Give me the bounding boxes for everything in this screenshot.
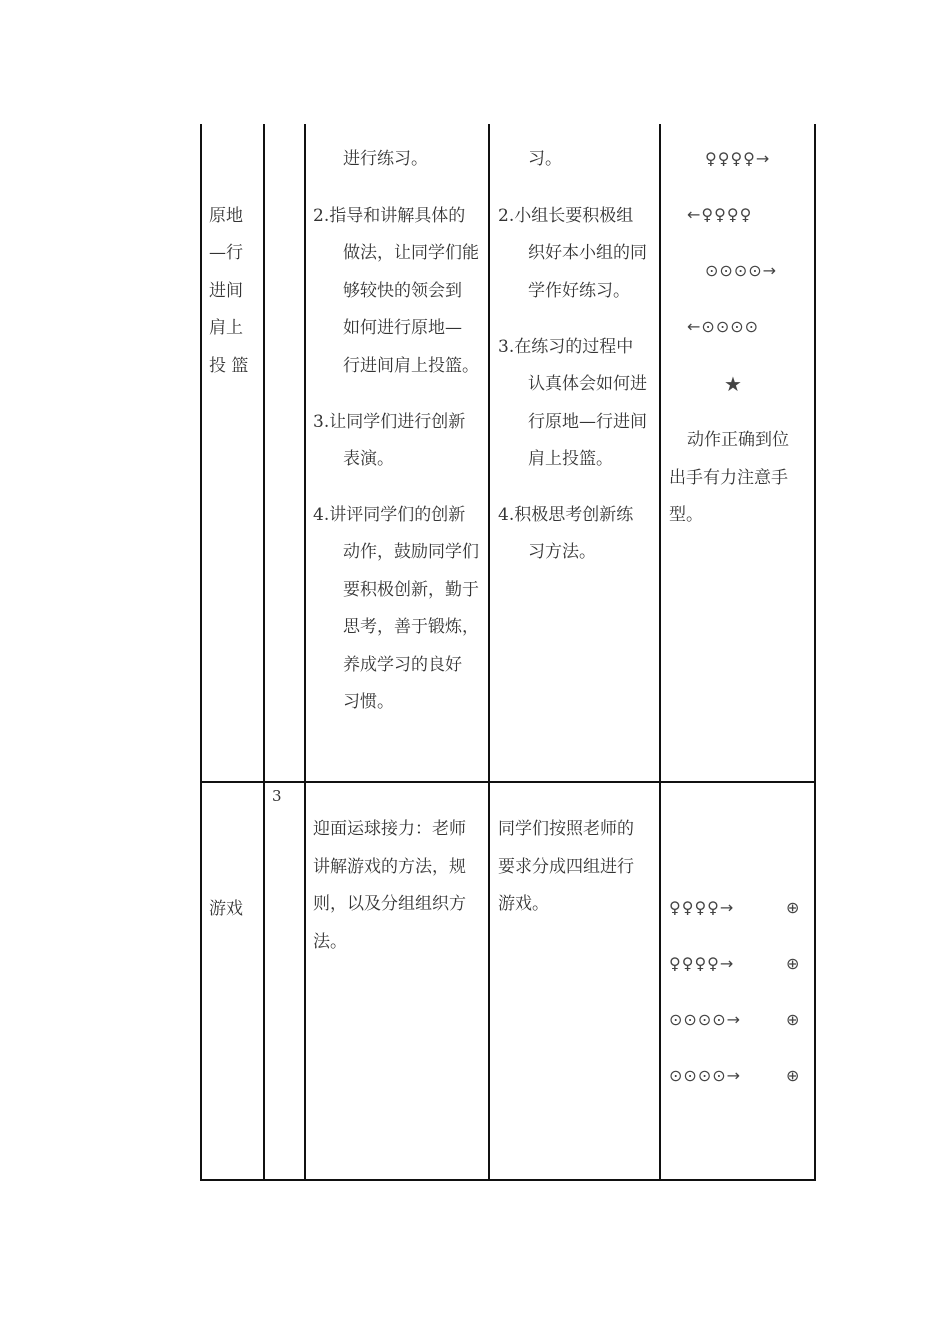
teacher-line: 迎面运球接力：老师 bbox=[313, 819, 466, 839]
target-icon: ⊕ bbox=[786, 1066, 801, 1085]
teacher-line: 讲解游戏的方法，规 bbox=[313, 857, 466, 877]
formation-line: ⊙⊙⊙⊙→ bbox=[705, 261, 778, 280]
student-line: 2.小组长要积极组 bbox=[498, 206, 634, 226]
topic-line: —行 bbox=[209, 243, 243, 263]
topic-line: 进间 bbox=[209, 281, 243, 301]
teacher-line: 如何进行原地— bbox=[343, 318, 462, 338]
table-border-left bbox=[200, 124, 202, 1181]
teacher-line: 4.讲评同学们的创新 bbox=[313, 505, 466, 525]
table-divider-2 bbox=[304, 124, 306, 1181]
teacher-line: 养成学习的良好 bbox=[343, 655, 462, 675]
topic-line: 肩上 bbox=[209, 318, 243, 338]
teacher-line: 进行练习。 bbox=[343, 149, 428, 169]
topic-line: 原地 bbox=[209, 206, 243, 226]
teacher-line: 2.指导和讲解具体的 bbox=[313, 206, 466, 226]
formation-line: ♀♀♀♀→ bbox=[669, 898, 735, 917]
note-line: 型。 bbox=[669, 505, 703, 525]
teacher-line: 则，以及分组组织方 bbox=[313, 894, 466, 914]
teacher-line: 表演。 bbox=[343, 449, 394, 469]
target-icon: ⊕ bbox=[786, 954, 801, 973]
teacher-line: 动作，鼓励同学们 bbox=[343, 542, 479, 562]
table-divider-4 bbox=[659, 124, 661, 1181]
student-line: 游戏。 bbox=[498, 894, 549, 914]
note-line: 动作正确到位 bbox=[687, 430, 789, 450]
student-line: 要求分成四组进行 bbox=[498, 857, 634, 877]
teacher-line: 要积极创新，勤于 bbox=[343, 580, 479, 600]
teacher-line: 习惯。 bbox=[343, 692, 394, 712]
teacher-line: 够较快的领会到 bbox=[343, 281, 462, 301]
student-line: 习。 bbox=[528, 149, 562, 169]
table-border-bottom bbox=[200, 1179, 816, 1181]
student-line: 3.在练习的过程中 bbox=[498, 337, 634, 357]
formation-line: ⊙⊙⊙⊙→ bbox=[669, 1010, 742, 1029]
student-line: 习方法。 bbox=[528, 542, 596, 562]
student-line: 织好本小组的同 bbox=[528, 243, 647, 263]
note-line: 出手有力注意手 bbox=[669, 468, 788, 488]
student-line: 肩上投篮。 bbox=[528, 449, 613, 469]
target-icon: ⊕ bbox=[786, 1010, 801, 1029]
formation-line: ⊙⊙⊙⊙→ bbox=[669, 1066, 742, 1085]
target-icon: ⊕ bbox=[786, 898, 801, 917]
table-divider-1 bbox=[263, 124, 265, 1181]
student-line: 认真体会如何进 bbox=[528, 374, 647, 394]
student-line: 同学们按照老师的 bbox=[498, 819, 634, 839]
teacher-line: 行进间肩上投篮。 bbox=[343, 356, 479, 376]
teacher-line: 法。 bbox=[313, 932, 347, 952]
topic-cell: 游戏 bbox=[209, 899, 243, 919]
student-line: 学作好练习。 bbox=[528, 281, 630, 301]
star-icon: ★ bbox=[724, 372, 743, 396]
formation-line: ♀♀♀♀→ bbox=[705, 149, 771, 168]
formation-line: ♀♀♀♀→ bbox=[669, 954, 735, 973]
teacher-line: 3.让同学们进行创新 bbox=[313, 412, 466, 432]
time-cell: 3 bbox=[272, 787, 282, 805]
table-border-right bbox=[814, 124, 816, 1181]
topic-line: 投 篮 bbox=[209, 356, 249, 376]
formation-line: ←⊙⊙⊙⊙ bbox=[687, 317, 760, 336]
teacher-line: 思考，善于锻炼， bbox=[343, 617, 479, 637]
student-line: 行原地—行进间 bbox=[528, 412, 647, 432]
formation-line: ←♀♀♀♀ bbox=[687, 205, 753, 224]
row-divider bbox=[200, 781, 816, 783]
teacher-line: 做法，让同学们能 bbox=[343, 243, 479, 263]
table-divider-3 bbox=[488, 124, 490, 1181]
student-line: 4.积极思考创新练 bbox=[498, 505, 634, 525]
